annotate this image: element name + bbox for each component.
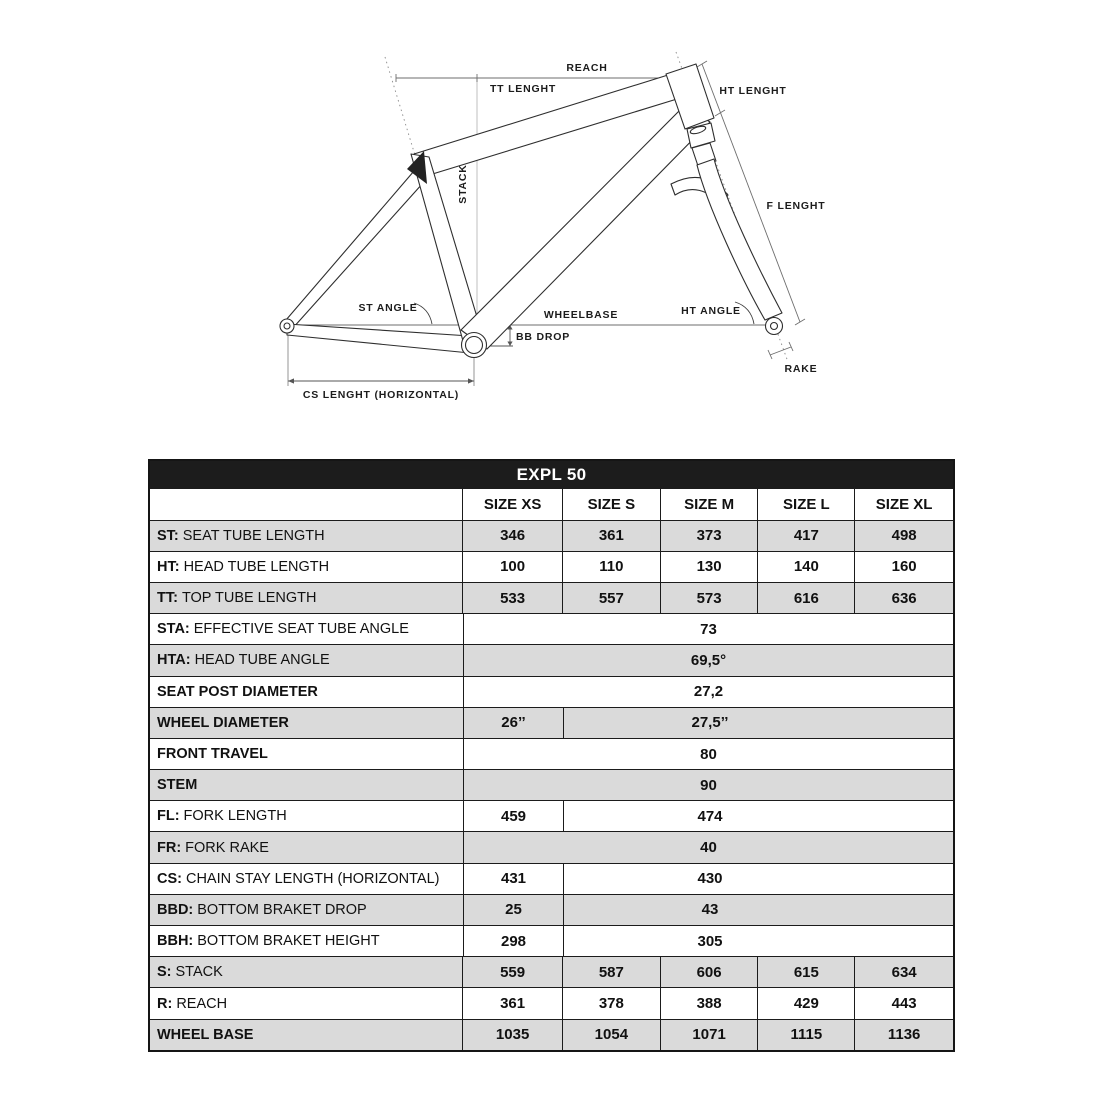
spec-row bbox=[150, 894, 953, 925]
spec-value-span: 73 bbox=[464, 614, 953, 644]
spec-value: 160 bbox=[855, 552, 953, 582]
spec-value-span: 80 bbox=[464, 739, 953, 769]
dim-label-reach: REACH bbox=[566, 62, 608, 74]
spec-row-label: STEM bbox=[150, 770, 464, 800]
spec-value: 361 bbox=[563, 521, 661, 551]
spec-value-span: 43 bbox=[564, 895, 953, 925]
spec-value: 1136 bbox=[855, 1020, 953, 1050]
spec-row bbox=[150, 644, 953, 675]
chain-stays bbox=[287, 324, 470, 353]
spec-value-xs: 26’’ bbox=[464, 708, 564, 738]
spec-row-label: S: STACK bbox=[150, 957, 463, 987]
spec-row-label: HT: HEAD TUBE LENGTH bbox=[150, 552, 463, 582]
spec-row-label: WHEEL DIAMETER bbox=[150, 708, 464, 738]
spec-value: 1071 bbox=[661, 1020, 759, 1050]
spec-row-label: TT: TOP TUBE LENGTH bbox=[150, 583, 463, 613]
dim-label-rake: RAKE bbox=[784, 363, 818, 375]
spec-row-label: ST: SEAT TUBE LENGTH bbox=[150, 521, 463, 551]
spec-row-prefix: BBD: bbox=[157, 901, 194, 918]
spec-row bbox=[150, 956, 953, 987]
spec-value: 378 bbox=[563, 988, 661, 1018]
dim-label-bb-drop: BB DROP bbox=[515, 331, 571, 343]
spec-row bbox=[150, 707, 953, 738]
spec-row bbox=[150, 769, 953, 800]
table-title: EXPL 50 bbox=[150, 461, 953, 489]
spec-row-prefix: HT: bbox=[157, 558, 180, 575]
fork-leg bbox=[697, 159, 782, 320]
spec-value: 443 bbox=[855, 988, 953, 1018]
spec-row-label: FR: FORK RAKE bbox=[150, 832, 464, 862]
spec-row-label: BBD: BOTTOM BRAKET DROP bbox=[150, 895, 464, 925]
spec-row bbox=[150, 738, 953, 769]
dim-label-f-length: F LENGHT bbox=[766, 200, 826, 212]
size-column-header: SIZE M bbox=[661, 489, 759, 520]
spec-value: 634 bbox=[855, 957, 953, 987]
spec-row-prefix: ST: bbox=[157, 527, 179, 544]
spec-row-label: FRONT TRAVEL bbox=[150, 739, 464, 769]
spec-row-label: BBH: BOTTOM BRAKET HEIGHT bbox=[150, 926, 464, 956]
spec-row bbox=[150, 613, 953, 644]
dim-label-ht-length: HT LENGHT bbox=[719, 85, 787, 97]
spec-value-span: 27,2 bbox=[464, 677, 953, 707]
spec-row-label: R: REACH bbox=[150, 988, 463, 1018]
spec-row-prefix: STA: bbox=[157, 621, 190, 638]
dim-label-ht-angle: HT ANGLE bbox=[681, 305, 741, 317]
spec-value: 130 bbox=[661, 552, 759, 582]
spec-row-prefix: S: bbox=[157, 964, 172, 981]
spec-value-xs: 298 bbox=[464, 926, 564, 956]
spec-row-prefix: R: bbox=[157, 995, 173, 1012]
spec-value-span: 69,5° bbox=[464, 645, 953, 675]
spec-row bbox=[150, 520, 953, 551]
spec-row bbox=[150, 551, 953, 582]
spec-row-label: SEAT POST DIAMETER bbox=[150, 677, 464, 707]
spec-value: 110 bbox=[563, 552, 661, 582]
spec-value-span: 305 bbox=[564, 926, 953, 956]
table-body bbox=[150, 489, 953, 1050]
spec-value: 140 bbox=[758, 552, 855, 582]
size-column-header: SIZE XL bbox=[855, 489, 953, 520]
spec-value-span: 27,5’’ bbox=[564, 708, 953, 738]
spec-row-label: HTA: HEAD TUBE ANGLE bbox=[150, 645, 464, 675]
spec-value: 373 bbox=[661, 521, 759, 551]
dim-label-st-angle: ST ANGLE bbox=[358, 302, 418, 314]
spec-row-label: WHEEL BASE bbox=[150, 1020, 463, 1050]
spec-value: 533 bbox=[463, 583, 563, 613]
spec-value-xs: 431 bbox=[464, 864, 564, 894]
size-column-header: SIZE S bbox=[563, 489, 661, 520]
spec-value: 1054 bbox=[563, 1020, 661, 1050]
spec-value: 388 bbox=[661, 988, 759, 1018]
spec-row bbox=[150, 925, 953, 956]
dim-label-stack: STACK bbox=[457, 164, 469, 204]
spec-value: 573 bbox=[661, 583, 759, 613]
spec-value: 498 bbox=[855, 521, 953, 551]
spec-value: 417 bbox=[758, 521, 855, 551]
spec-value: 616 bbox=[758, 583, 855, 613]
spec-value: 100 bbox=[463, 552, 563, 582]
spec-value: 557 bbox=[563, 583, 661, 613]
spec-row-label: STA: EFFECTIVE SEAT TUBE ANGLE bbox=[150, 614, 464, 644]
spec-value: 429 bbox=[758, 988, 855, 1018]
header-empty-cell bbox=[150, 489, 463, 520]
spec-row bbox=[150, 676, 953, 707]
spec-value: 1035 bbox=[463, 1020, 563, 1050]
spec-value: 636 bbox=[855, 583, 953, 613]
spec-row-label: CS: CHAIN STAY LENGTH (HORIZONTAL) bbox=[150, 864, 464, 894]
spec-row-prefix: BBH: bbox=[157, 933, 194, 950]
spec-value: 615 bbox=[758, 957, 855, 987]
spec-row bbox=[150, 987, 953, 1018]
size-column-header: SIZE XS bbox=[463, 489, 563, 520]
spec-value: 1115 bbox=[758, 1020, 855, 1050]
spec-value-span: 474 bbox=[564, 801, 953, 831]
dim-label-cs-length: CS LENGHT (HORIZONTAL) bbox=[302, 389, 460, 401]
spec-row-prefix: FR: bbox=[157, 839, 182, 856]
dim-label-wheelbase: WHEELBASE bbox=[543, 309, 619, 321]
spec-value-span: 40 bbox=[464, 832, 953, 862]
spec-row bbox=[150, 1019, 953, 1050]
spec-value: 587 bbox=[563, 957, 661, 987]
spec-row-prefix: TT: bbox=[157, 590, 178, 607]
dim-label-tt-length: TT LENGHT bbox=[489, 83, 557, 95]
spec-row-prefix: FL: bbox=[157, 808, 180, 825]
spec-value-xs: 25 bbox=[464, 895, 564, 925]
spec-value-span: 430 bbox=[564, 864, 953, 894]
spec-row-prefix: CS: bbox=[157, 870, 182, 887]
spec-row-label: FL: FORK LENGTH bbox=[150, 801, 464, 831]
spec-row bbox=[150, 800, 953, 831]
size-column-header: SIZE L bbox=[758, 489, 855, 520]
spec-value: 606 bbox=[661, 957, 759, 987]
spec-value: 346 bbox=[463, 521, 563, 551]
spec-row bbox=[150, 582, 953, 613]
spec-value-span: 90 bbox=[464, 770, 953, 800]
spec-row bbox=[150, 831, 953, 862]
bike-geometry-diagram bbox=[0, 0, 1100, 455]
size-header-row bbox=[150, 489, 953, 520]
spec-value-xs: 459 bbox=[464, 801, 564, 831]
spec-value: 361 bbox=[463, 988, 563, 1018]
spec-value: 559 bbox=[463, 957, 563, 987]
seat-tube bbox=[411, 154, 483, 341]
spec-row-prefix: HTA: bbox=[157, 652, 191, 669]
spec-row bbox=[150, 863, 953, 894]
geometry-spec-table bbox=[148, 459, 955, 1052]
